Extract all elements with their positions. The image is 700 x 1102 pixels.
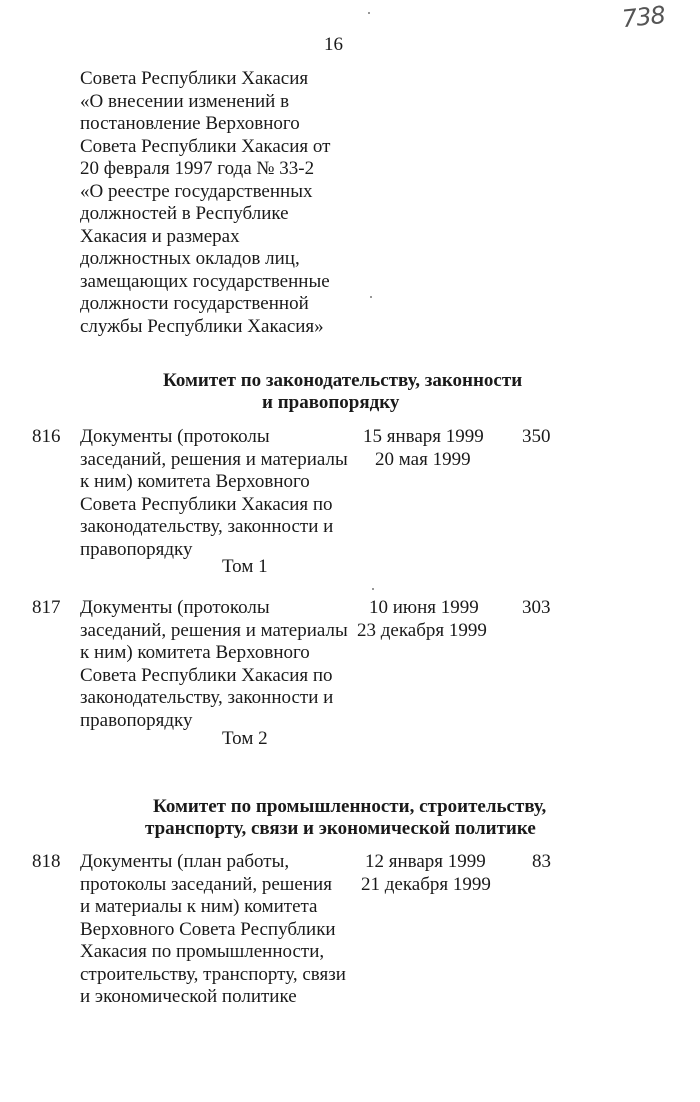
description-line: правопорядку bbox=[80, 709, 193, 731]
entry-dates bbox=[355, 597, 495, 642]
description-line: Документы (протоколы bbox=[80, 597, 270, 618]
description-line: Совета Республики Хакасия по bbox=[80, 664, 333, 686]
sheet-count: 83 bbox=[532, 851, 551, 872]
description-line: к ним) комитета Верховного bbox=[80, 642, 310, 663]
sheet-count: 350 bbox=[522, 426, 551, 447]
section-heading-line: Комитет по законодательству, законности bbox=[163, 370, 523, 391]
description-line: заседаний, решения и материалы bbox=[80, 448, 348, 470]
text-line: Совета Республики Хакасия bbox=[80, 68, 309, 89]
entry-number: 817 bbox=[32, 597, 61, 618]
description-line: Верховного Совета Республики bbox=[80, 918, 336, 940]
entry-number: 816 bbox=[32, 426, 61, 447]
date-start: 15 января 1999 bbox=[363, 426, 484, 447]
text-line: «О внесении изменений в bbox=[80, 90, 290, 112]
description-line: и материалы к ним) комитета bbox=[80, 896, 318, 917]
text-line: «О реестре государственных bbox=[80, 180, 313, 202]
text-line: должности государственной bbox=[80, 293, 309, 314]
description-line: законодательству, законности и bbox=[80, 687, 334, 708]
scan-speck bbox=[370, 296, 372, 298]
page-number: 16 bbox=[324, 34, 343, 55]
section-heading-line: транспорту, связи и экономической политике bbox=[145, 818, 536, 839]
text-line: Хакасия и размерах bbox=[80, 225, 240, 247]
text-line: должностных окладов лиц, bbox=[80, 248, 300, 269]
text-line: замещающих государственные bbox=[80, 270, 330, 292]
text-line: постановление Верховного bbox=[80, 113, 300, 134]
continued-entry-text bbox=[80, 68, 380, 338]
entry-description bbox=[80, 851, 355, 1009]
description-line: Совета Республики Хакасия по bbox=[80, 493, 333, 515]
description-line: правопорядку bbox=[80, 538, 193, 560]
entry-description bbox=[80, 426, 355, 561]
description-line: Документы (протоколы bbox=[80, 426, 270, 447]
date-start: 12 января 1999 bbox=[365, 851, 486, 872]
text-line: 20 февраля 1997 года № 33-2 bbox=[80, 158, 315, 179]
description-line: Документы (план работы, bbox=[80, 851, 290, 872]
entry-dates bbox=[355, 426, 495, 471]
text-line: должностей в Республике bbox=[80, 203, 289, 224]
handwritten-folio-number: 738 bbox=[620, 0, 667, 34]
text-line: службы Республики Хакасия» bbox=[80, 315, 324, 337]
volume-label: Том 2 bbox=[222, 728, 268, 749]
description-line: Хакасия по промышленности, bbox=[80, 941, 325, 962]
scan-speck bbox=[372, 588, 374, 590]
date-start: 10 июня 1999 bbox=[369, 597, 479, 618]
description-line: протоколы заседаний, решения bbox=[80, 873, 332, 895]
text-line: Совета Республики Хакасия от bbox=[80, 135, 331, 157]
entry-number: 818 bbox=[32, 851, 61, 872]
description-line: заседаний, решения и материалы bbox=[80, 619, 348, 641]
date-end: 20 мая 1999 bbox=[375, 448, 471, 470]
description-line: законодательству, законности и bbox=[80, 516, 334, 537]
volume-label: Том 1 bbox=[222, 556, 268, 577]
date-end: 21 декабря 1999 bbox=[361, 873, 491, 895]
scan-speck bbox=[368, 12, 370, 14]
entry-description bbox=[80, 597, 355, 732]
date-end: 23 декабря 1999 bbox=[357, 619, 487, 641]
section-heading-line: и правопорядку bbox=[262, 392, 400, 413]
description-line: к ним) комитета Верховного bbox=[80, 471, 310, 492]
entry-dates bbox=[355, 851, 495, 896]
sheet-count: 303 bbox=[522, 597, 551, 618]
description-line: и экономической политике bbox=[80, 986, 297, 1007]
section-heading-line: Комитет по промышленности, строительству, bbox=[153, 796, 547, 817]
description-line: строительству, транспорту, связи bbox=[80, 963, 346, 985]
